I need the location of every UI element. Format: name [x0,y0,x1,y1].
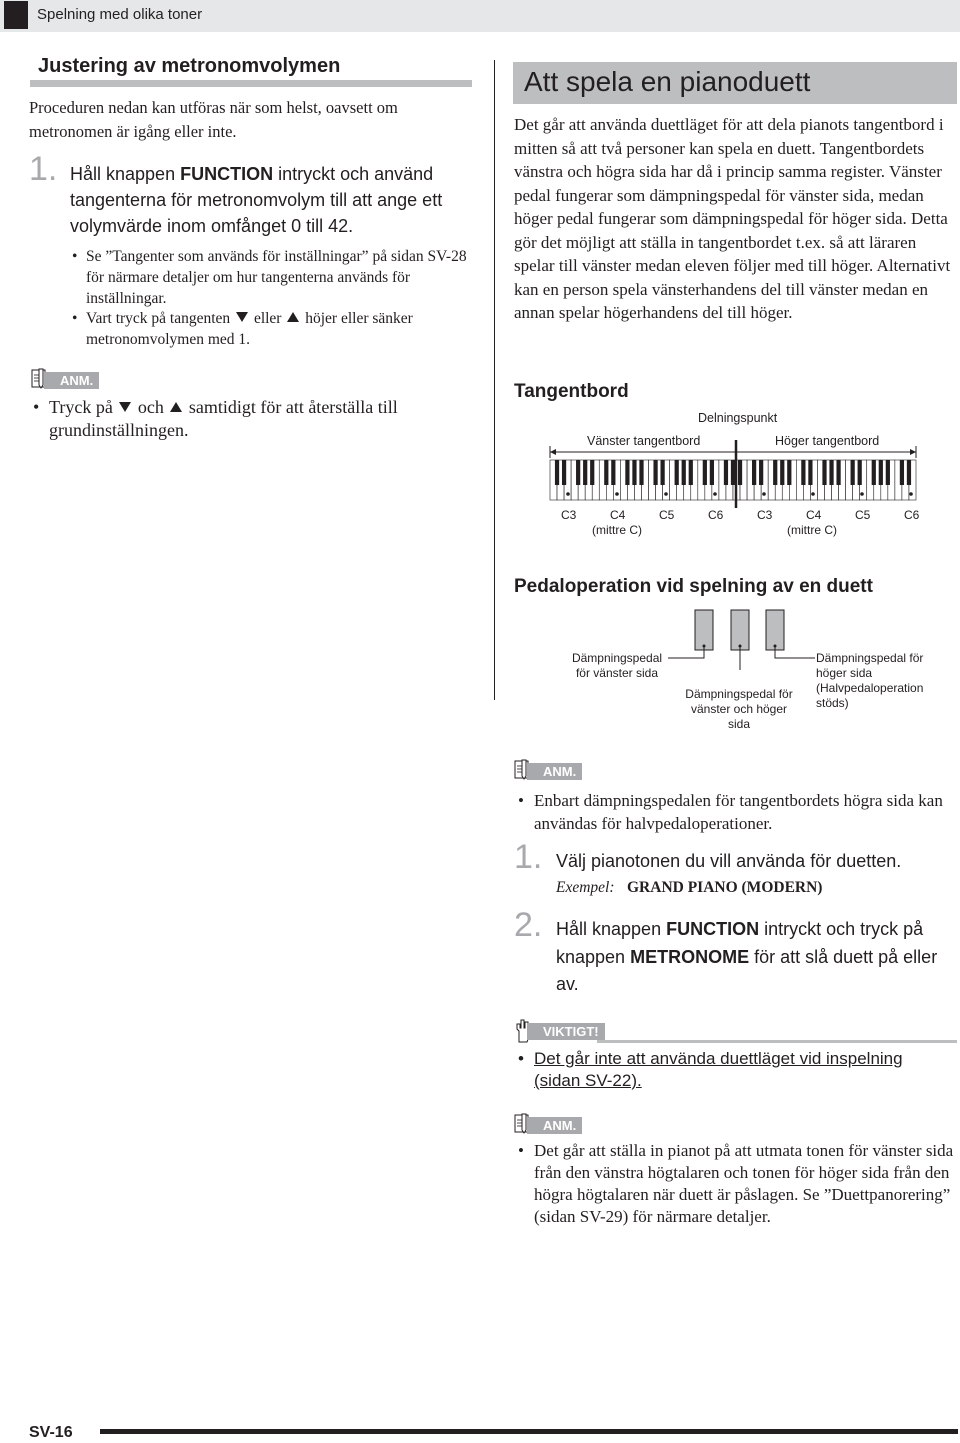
bullet-text: Se ”Tangenter som används för inställningar” på sidan SV-28 för närmare detaljer om hur tangenterna används för inställningar. [86,248,467,307]
black-key [590,460,594,485]
black-key [738,460,742,485]
black-key [907,460,911,485]
footer-rule [100,1429,958,1434]
section-title: Spelning med olika toner [37,6,203,23]
c-key-marker [762,492,766,496]
note-c6-right: C6 [904,508,920,522]
reset-note-text [33,396,469,442]
note-label: ANM. [527,1117,582,1134]
step-text: för att slå duett på eller av. [556,946,938,994]
duet-title: Att spela en pianoduett [524,66,811,97]
step-text-suffix: intryckt och använd tangenterna för metronomvolym till att ange ett volymvärde inom omfånget 0 till 42. [70,164,443,236]
black-key [639,460,643,485]
black-key [872,460,876,485]
range-right-arrow [910,449,916,455]
black-key [886,460,890,485]
page-number: SV-16 [29,1424,73,1441]
step-text: Håll knappen [556,919,667,939]
duet-intro-text: Det går att använda duettläget för att dela pianots tangentbord i mitten så att två personer kan spela en duett. Tangentbordets vänstra och högra sida har då i princip samma register. Vänster pedal fungerar som dämpningspedal för vänster sida, medan höger pedal fungerar som dämpningspedal för höger sida. Detta gör det möjligt att ställa in tangentbordet t.ex. så att läraren spelar till vänster medan eleven följer med till höger. Alternativt kan en person spela vänsterhandens del till vänster medan en annan spelar högerhandens del till höger. [514,115,951,322]
step-number: 1. [29,150,58,188]
split-point-label: Delningspunkt [698,411,778,425]
black-key [801,460,805,485]
volume-step-text [70,161,480,239]
step-number: 1. [514,838,543,876]
bullet-dot: • [518,1141,524,1160]
bullet-volume-step [72,308,476,350]
black-key [829,460,833,485]
important-label: VIKTIGT! [527,1023,605,1040]
c-key-marker [664,492,668,496]
black-key [808,460,812,485]
middle-c-left-label: (mittre C) [592,523,642,537]
black-key [583,460,587,485]
up-arrow-icon [170,402,182,412]
column-divider [494,60,495,700]
black-key [879,460,883,485]
step-text: intryckt och tryck på knappen [556,919,924,967]
header-section-marker [4,1,28,29]
middle-c-right-label: (mittre C) [787,523,837,537]
note-text-b: och [137,397,164,417]
step-text-prefix: Håll knappen [70,164,181,184]
volume-intro-text: Proceduren nedan kan utföras när som helst, oavsett om metronomen är igång eller inte. [29,98,398,141]
c-key-marker [909,492,913,496]
bullet-text-c: höjer eller sänker metronomvolymen med 1. [86,310,413,348]
keyboard-diagram [540,440,926,508]
black-key [787,460,791,485]
black-key [562,460,566,485]
black-key [822,460,826,485]
example-label: Exempel: [556,879,615,896]
left-keyboard-label: Vänster tangentbord [587,434,701,448]
right-pedal-label: Dämpningspedal för höger sida (Halvpedaloperation stöds) [816,651,924,710]
right-pedal [766,610,784,650]
note-label: ANM. [44,372,99,389]
bullet-dot: • [72,248,78,265]
note-c6-left: C6 [708,508,724,522]
c-key-marker [860,492,864,496]
important-text: Det går inte att använda duettläget vid inspelning (sidan SV-22). [534,1049,903,1090]
note-text-c: samtidigt för att återställa till grundinställningen. [49,397,398,440]
black-key [836,460,840,485]
black-key [625,460,629,485]
select-tone-step: Välj pianotonen du vill använda för duetten. [556,851,902,871]
leader-dot [703,645,706,648]
volume-section-heading [30,55,472,87]
pedal-heading: Pedaloperation vid spelning av en duett [514,576,873,597]
black-key [611,460,615,485]
example-value: GRAND PIANO (MODERN) [627,879,823,896]
note-c3-left: C3 [561,508,577,522]
black-key [661,460,665,485]
middle-pedal [731,610,749,650]
down-arrow-icon [236,312,248,322]
bullet-dot: • [518,1049,524,1068]
heading-underline [30,80,472,87]
leader-dot [774,645,777,648]
c-key-marker [811,492,815,496]
black-key [682,460,686,485]
bullet-text-b: eller [253,310,282,327]
black-key [653,460,657,485]
black-key [604,460,608,485]
duet-toggle-step [556,916,946,999]
c-key-marker [615,492,619,496]
note-label: ANM. [527,763,582,780]
black-key [759,460,763,485]
half-pedal-note [518,789,954,835]
bullet-text-a: Vart tryck på tangenten [86,310,231,327]
note-c5-left: C5 [659,508,675,522]
note-text-a: Tryck på [49,397,113,417]
black-key [780,460,784,485]
note-c5-right: C5 [855,508,871,522]
note-text: Enbart dämpningspedalen för tangentbordets högra sida kan användas för halvpedaloperationer. [534,791,943,833]
step-number: 2. [514,906,543,944]
black-key [724,460,728,485]
black-key [773,460,777,485]
metronome-key-label: METRONOME [630,946,750,967]
function-key-label: FUNCTION [666,919,760,939]
leader-dot [739,645,742,648]
note-c4-right: C4 [806,508,822,522]
bullet-settings-reference [72,246,476,309]
right-keyboard-label: Höger tangentbord [775,434,880,448]
black-key [576,460,580,485]
black-key [632,460,636,485]
keyboard-heading: Tangentbord [514,381,629,402]
c-key-marker [566,492,570,496]
down-arrow-icon [119,402,131,412]
function-key-label: FUNCTION [180,164,274,184]
left-pedal [695,610,713,650]
black-key [555,460,559,485]
black-key [689,460,693,485]
note-c4-left: C4 [610,508,626,522]
volume-heading-text: Justering av metronomvolymen [38,55,341,77]
note-c3-right: C3 [757,508,773,522]
black-key [900,460,904,485]
left-pedal-label: Dämpningspedal för vänster sida [571,651,663,680]
bullet-dot: • [72,310,78,327]
black-key [858,460,862,485]
black-key [710,460,714,485]
range-left-arrow [550,449,556,455]
black-key [675,460,679,485]
important-text-block [518,1048,934,1092]
up-arrow-icon [287,312,299,322]
black-key [752,460,756,485]
panning-note [518,1140,954,1228]
c-key-marker [713,492,717,496]
bullet-dot: • [33,397,40,417]
middle-pedal-label: Dämpningspedal för vänster och höger sida [685,687,793,731]
bullet-dot: • [518,791,524,810]
important-rule [597,1040,957,1043]
black-key [703,460,707,485]
black-key [731,460,735,485]
keyboard-keys [550,460,916,500]
black-key [851,460,855,485]
note-text: Det går att ställa in pianot på att utmata tonen för vänster sida från den vänstra högtalaren och tonen för höger sida från den högra högtalaren när duett är påslagen. Se ”Duettpanorering” (sidan SV-29) för närmare detaljer. [534,1141,954,1226]
